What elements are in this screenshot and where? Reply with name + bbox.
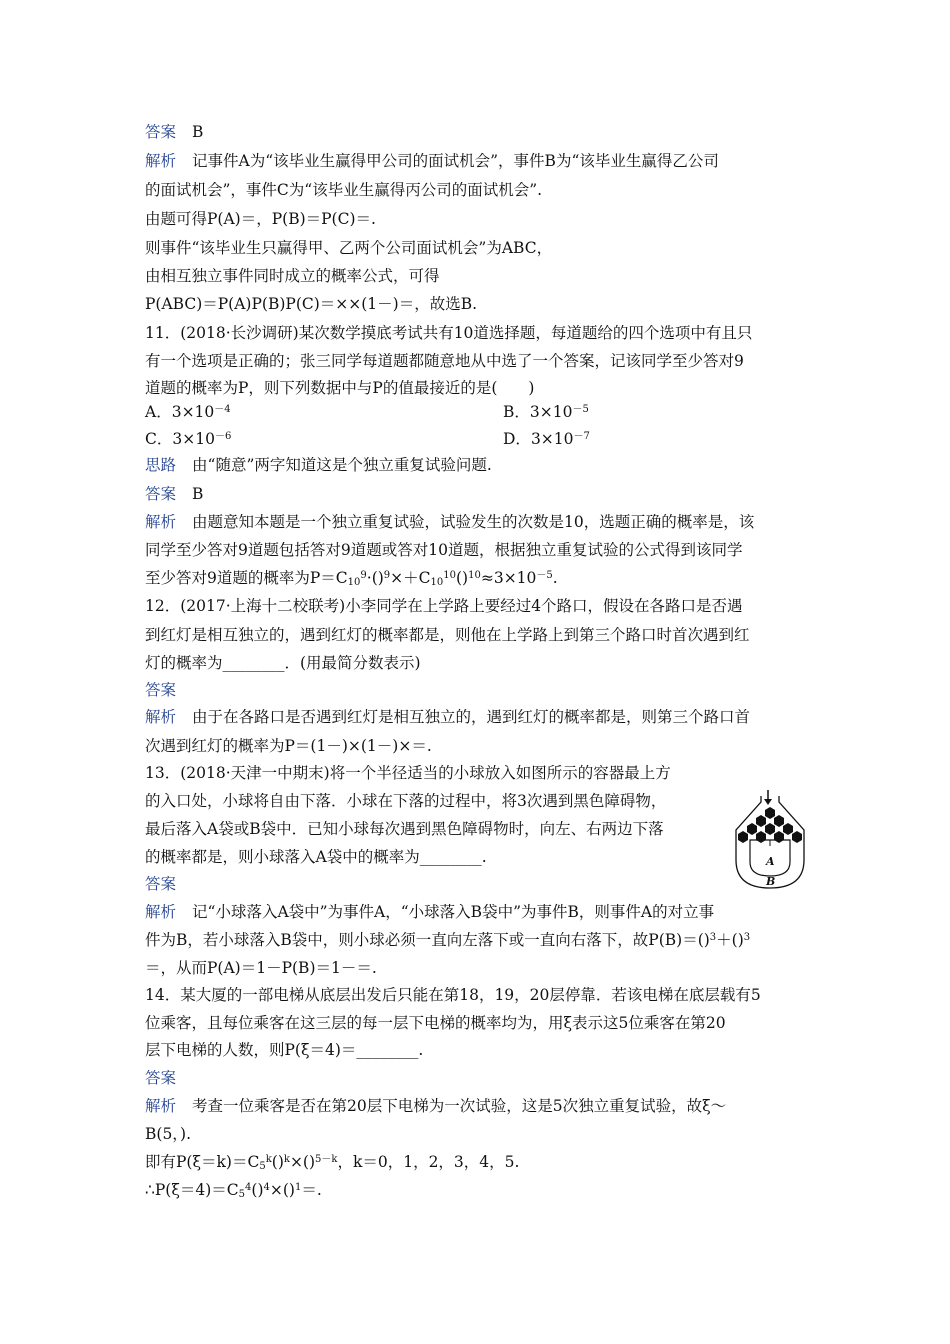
text-line: 则事件“该毕业生只赢得甲、乙两个公司面试机会”为ABC， bbox=[145, 239, 553, 257]
bag-a-label: A bbox=[766, 855, 775, 868]
question-14-line: 层下电梯的人数，则P(ξ＝4)＝________. bbox=[145, 1041, 424, 1059]
obstacle bbox=[792, 831, 802, 843]
bag-b-label: B bbox=[766, 875, 776, 888]
answer-line bbox=[145, 122, 203, 142]
question-12-line: 12．(2017·上海十二校联考)小李同学在上学路上要经过4个路口，假设在各路口是否遇 bbox=[145, 597, 743, 615]
text-line: 的面试机会”，事件C为“该毕业生赢得丙公司的面试机会”. bbox=[145, 181, 543, 199]
answer-text: B bbox=[192, 123, 204, 141]
obstacle bbox=[765, 807, 775, 819]
answer-label: 答案 bbox=[145, 681, 177, 699]
formula-line: $\therefore P(\xi=4)=C_5^4()^4\times()^1=$. bbox=[145, 1181, 322, 1200]
analysis-line: 解析 由于在各路口是否遇到红灯是相互独立的，遇到红灯的概率都是，则第三个路口首 bbox=[145, 708, 751, 726]
question-11-line: 11．(2018·长沙调研)某次数学摸底考试共有10道选择题，每道题给的四个选项中有且只 bbox=[145, 324, 753, 342]
analysis-line: 解析 记“小球落入A袋中”为事件A，“小球落入B袋中”为事件B，则事件A的对立事 bbox=[145, 903, 715, 921]
text-line: ＝，从而P(A)＝1－P(B)＝1－＝. bbox=[145, 959, 377, 977]
question-11-line: 道题的概率为P，则下列数据中与P的值最接近的是( ) bbox=[145, 379, 535, 397]
analysis-line bbox=[145, 151, 719, 171]
question-13-line: 最后落入A袋或B袋中．已知小球每次遇到黑色障碍物时，向左、右两边下落 bbox=[145, 820, 664, 838]
analysis-line: 解析 由题意知本题是一个独立重复试验，试验发生的次数是10，选题正确的概率是，该 bbox=[145, 513, 755, 531]
analysis-label: 解析 bbox=[145, 903, 177, 921]
obstacle bbox=[774, 815, 784, 827]
text-line: 同学至少答对9道题包括答对9道题或答对10道题，根据独立重复试验的公式得到该同学 bbox=[145, 541, 743, 559]
hint-line: 思路 由“随意”两字知道这是个独立重复试验问题. bbox=[145, 456, 492, 474]
answer-label: 答案 bbox=[145, 123, 177, 141]
question-13-line: 的入口处，小球将自由下落．小球在下落的过程中，将3次遇到黑色障碍物， bbox=[145, 792, 667, 810]
analysis-label: 解析 bbox=[145, 1097, 177, 1115]
ball-container-figure bbox=[728, 790, 812, 890]
obstacle bbox=[747, 823, 757, 835]
answer-label: 答案 bbox=[145, 485, 177, 503]
answer-label: 答案 bbox=[145, 1069, 177, 1087]
answer-line: 答案 B bbox=[145, 485, 204, 503]
obstacle bbox=[765, 823, 775, 835]
hint-label: 思路 bbox=[145, 456, 177, 474]
option-b: B．$3\times 10^{-5}$ bbox=[503, 403, 589, 421]
text-line: B(5，). bbox=[145, 1125, 192, 1143]
question-14-line: 14．某大厦的一部电梯从底层出发后只能在第18，19，20层停靠．若该电梯在底层载有5 bbox=[145, 986, 761, 1004]
entry-arrow-head bbox=[764, 799, 772, 805]
question-13-line: 13．(2018·天津一中期末)将一个半径适当的小球放入如图所示的容器最上方 bbox=[145, 764, 671, 782]
answer-line bbox=[145, 1068, 192, 1088]
analysis-label: 解析 bbox=[145, 708, 177, 726]
analysis-label: 解析 bbox=[145, 513, 177, 531]
formula-line: 件为B，若小球落入B袋中，则小球必须一直向左落下或一直向右落下，故P(B)＝()$^3$＋()$^3$ bbox=[145, 931, 751, 949]
formula-line: 至少答对9道题的概率为$P=C_{10}^9\cdot()^9\times+C_{10}^{10}()^{10}\approx 3\times 10^{-5}$. bbox=[145, 569, 558, 588]
question-13-line: 的概率都是，则小球落入A袋中的概率为________. bbox=[145, 848, 487, 866]
answer-line bbox=[145, 874, 192, 894]
question-12-line: 到红灯是相互独立的，遇到红灯的概率都是，则他在上学路上到第三个路口时首次遇到红 bbox=[145, 626, 750, 644]
option-d: D．$3\times 10^{-7}$ bbox=[503, 430, 590, 448]
obstacles bbox=[738, 807, 802, 843]
option-a: A．$3\times 10^{-4}$ bbox=[145, 403, 231, 421]
option-c: C．$3\times 10^{-6}$ bbox=[145, 430, 232, 448]
obstacle bbox=[738, 831, 748, 843]
text-line: P(ABC)＝P(A)P(B)P(C)＝××(1－)＝，故选B. bbox=[145, 295, 478, 313]
text-line: 由相互独立事件同时成立的概率公式，可得 bbox=[145, 267, 440, 285]
obstacle bbox=[783, 823, 793, 835]
analysis-label: 解析 bbox=[145, 152, 177, 170]
answer-label: 答案 bbox=[145, 875, 177, 893]
obstacle bbox=[756, 815, 766, 827]
question-12-line: 灯的概率为________．(用最简分数表示) bbox=[145, 654, 421, 672]
analysis-text: 记事件A为“该毕业生赢得甲公司的面试机会”，事件B为“该毕业生赢得乙公司 bbox=[192, 152, 719, 170]
question-11-line: 有一个选项是正确的；张三同学每道题都随意地从中选了一个答案，记该同学至少答对9 bbox=[145, 352, 744, 370]
ball-container-diagram bbox=[728, 790, 812, 890]
question-14-line: 位乘客，且每位乘客在这三层的每一层下电梯的概率均为，用ξ表示这5位乘客在第20 bbox=[145, 1014, 726, 1032]
formula-line: 即有$P(\xi=k)=C_5^k()^k\times()^{5-k}$，k＝0，1，2，3，4，5. bbox=[145, 1153, 520, 1172]
analysis-line: 解析 考查一位乘客是否在第20层下电梯为一次试验，这是5次独立重复试验，故ξ～ bbox=[145, 1097, 727, 1115]
text-line: 由题可得P(A)＝，P(B)＝P(C)＝. bbox=[145, 210, 376, 228]
text-line: 次遇到红灯的概率为P＝(1－)×(1－)×＝. bbox=[145, 737, 432, 755]
answer-line bbox=[145, 680, 192, 700]
